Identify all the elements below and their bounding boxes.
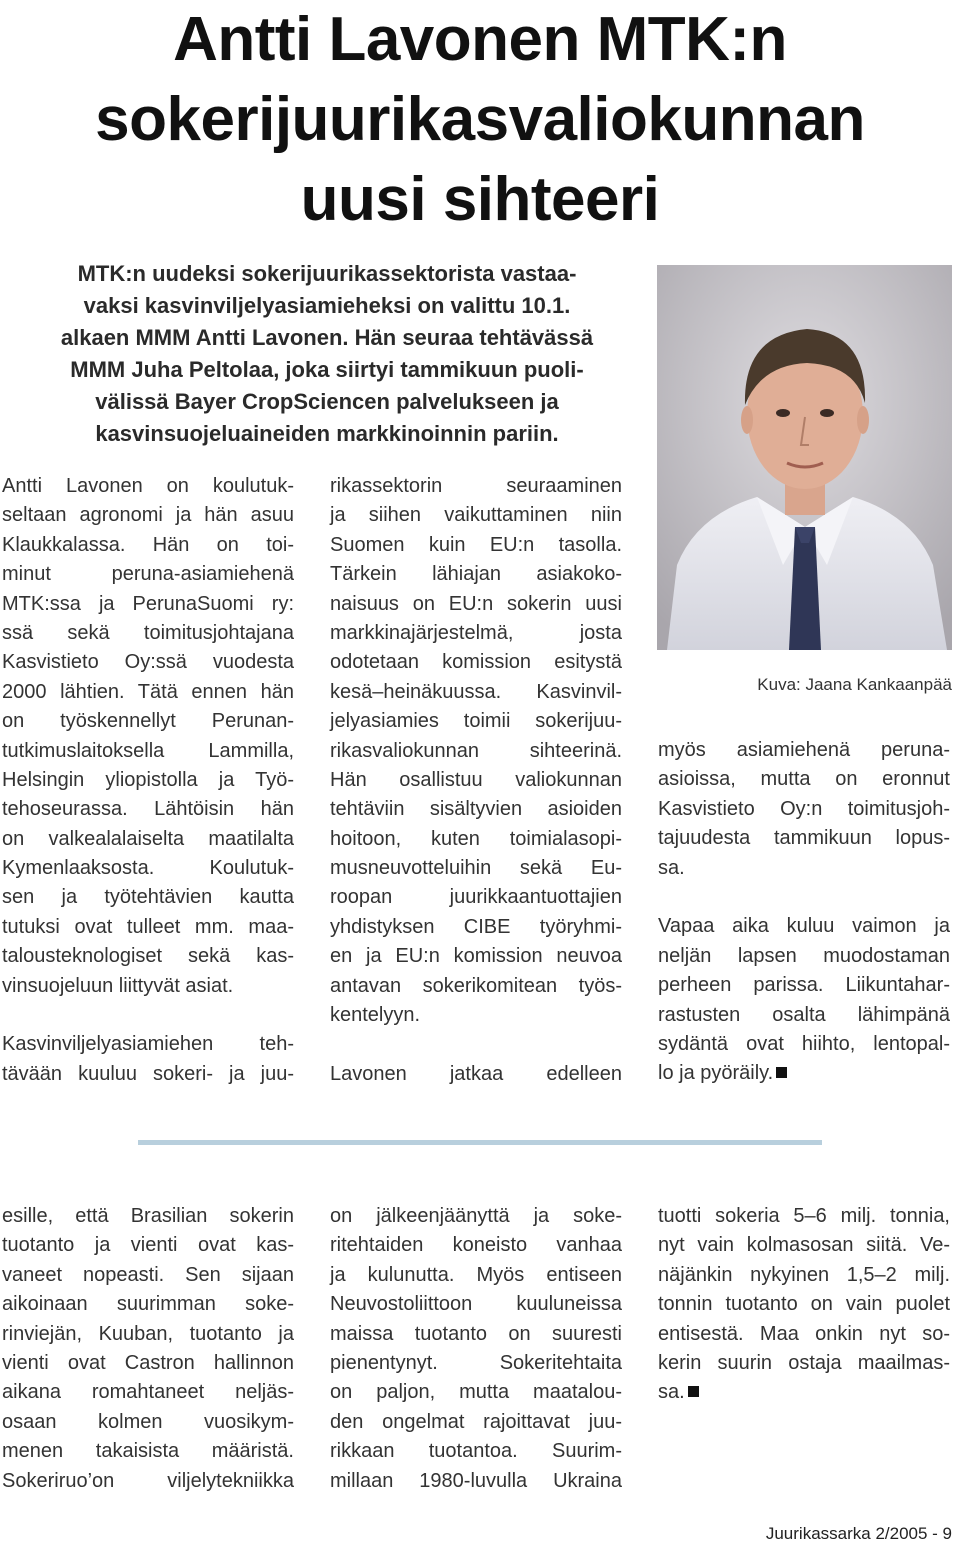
text-line: tutkimuslaitoksella Lammilla,	[2, 739, 294, 762]
text-line: tonnin tuotanto on vain puolet	[658, 1293, 950, 1316]
text-line: odotetaan komission esitystä	[330, 651, 622, 674]
lead-line: vaksi kasvinviljelyasiamieheksi on valittu 10.1.	[83, 293, 571, 318]
text-line: Suomen kuin EU:n tasolla.	[330, 533, 622, 556]
paragraph-gap	[658, 883, 950, 912]
page-footer: Juurikassarka 2/2005 - 9	[765, 1524, 952, 1543]
text-line: asioissa, mutta on eronnut	[658, 768, 950, 791]
text-line: ritehtaiden koneisto vanhaa	[330, 1234, 622, 1257]
text-line: osaan kolmen vuosikym-	[2, 1410, 294, 1433]
title-line: uusi sihteeri	[300, 165, 660, 234]
text-line: Helsingin yliopistolla ja Työ-	[2, 768, 294, 791]
portrait-photo	[657, 265, 952, 650]
text-line: ssä sekä toimitusjohtajana	[2, 621, 294, 644]
text-line: on työskennellyt Perunan-	[2, 710, 294, 733]
text-line: naisuus on EU:n sokerin uusi	[330, 592, 622, 615]
title-line: sokerijuurikasvaliokunnan	[95, 85, 865, 154]
text-line: tävään kuuluu sokeri- ja juu-	[2, 1062, 294, 1085]
text-line: markkinajärjestelmä, josta	[330, 621, 622, 644]
text-line: perheen parissa. Liikuntahar-	[658, 974, 950, 997]
article-column-2	[330, 472, 622, 1089]
text-line: Vapaa aika kuluu vaimon ja	[658, 915, 950, 938]
text-line: neljän lapsen muodostaman	[658, 944, 950, 967]
text-line: tuotti sokeria 5–6 milj. tonnia,	[658, 1205, 950, 1227]
text-line: Antti Lavonen on koulutuk-	[2, 475, 294, 497]
text-line: en ja EU:n komission neuvoa	[330, 945, 622, 968]
text-line: yhdistyksen CIBE työryhmi-	[330, 915, 622, 938]
text-line: millaan 1980-luvulla Ukraina	[330, 1469, 622, 1492]
text-line: on jälkeenjäänyttä ja soke-	[330, 1205, 622, 1227]
end-mark-icon	[688, 1386, 699, 1397]
text-line: tehtäviin sisältyvien asioiden	[330, 798, 622, 821]
text-line: Tärkein lähiajan asiakoko-	[330, 563, 622, 586]
portrait-illustration	[657, 265, 952, 650]
text-line: esille, että Brasilian sokerin	[2, 1205, 294, 1227]
text-line: Klaukkalassa. Hän on toi-	[2, 533, 294, 556]
lead-line: MMM Juha Peltolaa, joka siirtyi tammikuun puoli-	[70, 357, 584, 382]
text-line: maissa tuotanto on suuresti	[330, 1322, 622, 1345]
text-line: roopan juurikkaantuottajien	[330, 886, 622, 909]
text-line: tuotanto ja vienti ovat kas-	[2, 1234, 294, 1257]
text-line: kesä–heinäkuussa. Kasvinvil-	[330, 680, 622, 703]
text-line: jelyasiamies toimii sokerijuu-	[330, 710, 622, 733]
text-line: vaneet nopeasti. Sen sijaan	[2, 1263, 294, 1286]
text-line: ja kulunutta. Myös entiseen	[330, 1263, 622, 1286]
text-line: kentelyyn.	[330, 1004, 421, 1027]
text-line: sa.	[658, 1378, 950, 1407]
text-line: sydäntä ovat hiihto, lentopal-	[658, 1032, 950, 1055]
article-column-3	[658, 736, 950, 1089]
text-line: den ongelmat rajoittavat juu-	[330, 1410, 622, 1433]
paragraph-gap	[2, 1001, 294, 1030]
lead-line: välissä Bayer CropSciencen palvelukseen ja	[95, 389, 559, 414]
photo-caption: Kuva: Jaana Kankaanpää	[757, 675, 952, 694]
text-line: tajuudesta tammikuun lopus-	[658, 827, 950, 850]
text-line: rikasvaliokunnan sihteerinä.	[330, 739, 622, 762]
text-line: myös asiamiehenä peruna-	[658, 739, 950, 761]
text-line: minut peruna-asiamiehenä	[2, 563, 294, 586]
text-line: antavan sokerikomitean työs-	[330, 974, 622, 997]
lead-line: alkaen MMM Antti Lavonen. Hän seuraa tehtävässä	[60, 325, 594, 350]
text-line: Neuvostoliittoon kuuluneissa	[330, 1293, 622, 1316]
text-line: Lavonen jatkaa edelleen	[330, 1062, 622, 1085]
section-divider	[138, 1140, 822, 1145]
text-line: Hän osallistuu valiokunnan	[330, 768, 622, 791]
text-line: hoitoon, kuten toimialasopi-	[330, 827, 622, 850]
lead-line: kasvinsuojeluaineiden markkinoinnin pariin.	[95, 421, 559, 446]
text-line: Kymenlaaksosta. Koulutuk-	[2, 857, 294, 880]
text-line: vienti ovat Castron hallinnon	[2, 1351, 294, 1374]
paragraph-gap	[330, 1030, 622, 1059]
text-line: entisestä. Maa onkin nyt so-	[658, 1322, 950, 1345]
text-line: Kasvistieto Oy:n toimitusjoh-	[658, 797, 950, 820]
text-line: on valkealalaiselta maatilalta	[2, 827, 294, 850]
text-line: sa.	[658, 856, 685, 879]
article-column-1	[2, 472, 294, 1089]
text-line: tehoseurassa. Lähtöisin hän	[2, 798, 294, 821]
title-line: Antti Lavonen MTK:n	[173, 5, 787, 74]
end-mark-icon	[776, 1067, 787, 1078]
continuation-column-2	[330, 1202, 622, 1496]
text-line: nyt vain kolmasosan siitä. Ve-	[658, 1234, 950, 1257]
text-line: seltaan agronomi ja hän asuu	[2, 504, 294, 527]
text-line: sen ja työtehtävien kautta	[2, 886, 294, 909]
text-line: Kasvistieto Oy:ssä vuodesta	[2, 651, 294, 674]
text-line: rinviejän, Kuuban, tuotanto ja	[2, 1322, 294, 1345]
text-line: talousteknologiset sekä kas-	[2, 945, 294, 968]
lead-line: MTK:n uudeksi sokerijuurikassektorista vastaa-	[77, 261, 577, 286]
text-line: pienentynyt. Sokeritehtaita	[330, 1351, 622, 1374]
article-title	[0, 0, 960, 240]
continuation-column-3	[658, 1202, 950, 1408]
text-line: on paljon, mutta maatalou-	[330, 1381, 622, 1404]
text-line: vinsuojeluun liittyvät asiat.	[2, 974, 234, 997]
text-line: 2000 lähtien. Tätä ennen hän	[2, 680, 294, 703]
text-line: ja siihen vaikuttaminen niin	[330, 504, 622, 527]
text-line: tutuksi ovat tulleet mm. maa-	[2, 915, 294, 938]
text-line: aikana romahtaneet neljäs-	[2, 1381, 294, 1404]
text-line: lo ja pyöräily.	[658, 1059, 950, 1088]
text-line: MTK:ssa ja PerunaSuomi ry:	[2, 592, 294, 615]
lead-paragraph	[12, 258, 642, 450]
text-line: Sokeriruo’on viljelytekniikka	[2, 1469, 294, 1492]
text-line: rikkaan tuotantoa. Suurim-	[330, 1440, 622, 1463]
continuation-column-1	[2, 1202, 294, 1496]
text-line: rikassektorin seuraaminen	[330, 475, 622, 497]
text-line: menen takaisista määristä.	[2, 1440, 294, 1463]
text-line: rastusten osalta lähimpänä	[658, 1003, 950, 1026]
text-line: näjänkin nykyinen 1,5–2 milj.	[658, 1263, 950, 1286]
text-line: kerin suurin ostaja maailmas-	[658, 1351, 950, 1374]
text-line: Kasvinviljelyasiamiehen teh-	[2, 1033, 294, 1056]
text-line: musneuvotteluihin sekä Eu-	[330, 857, 622, 880]
text-line: aikoinaan suurimman soke-	[2, 1293, 294, 1316]
